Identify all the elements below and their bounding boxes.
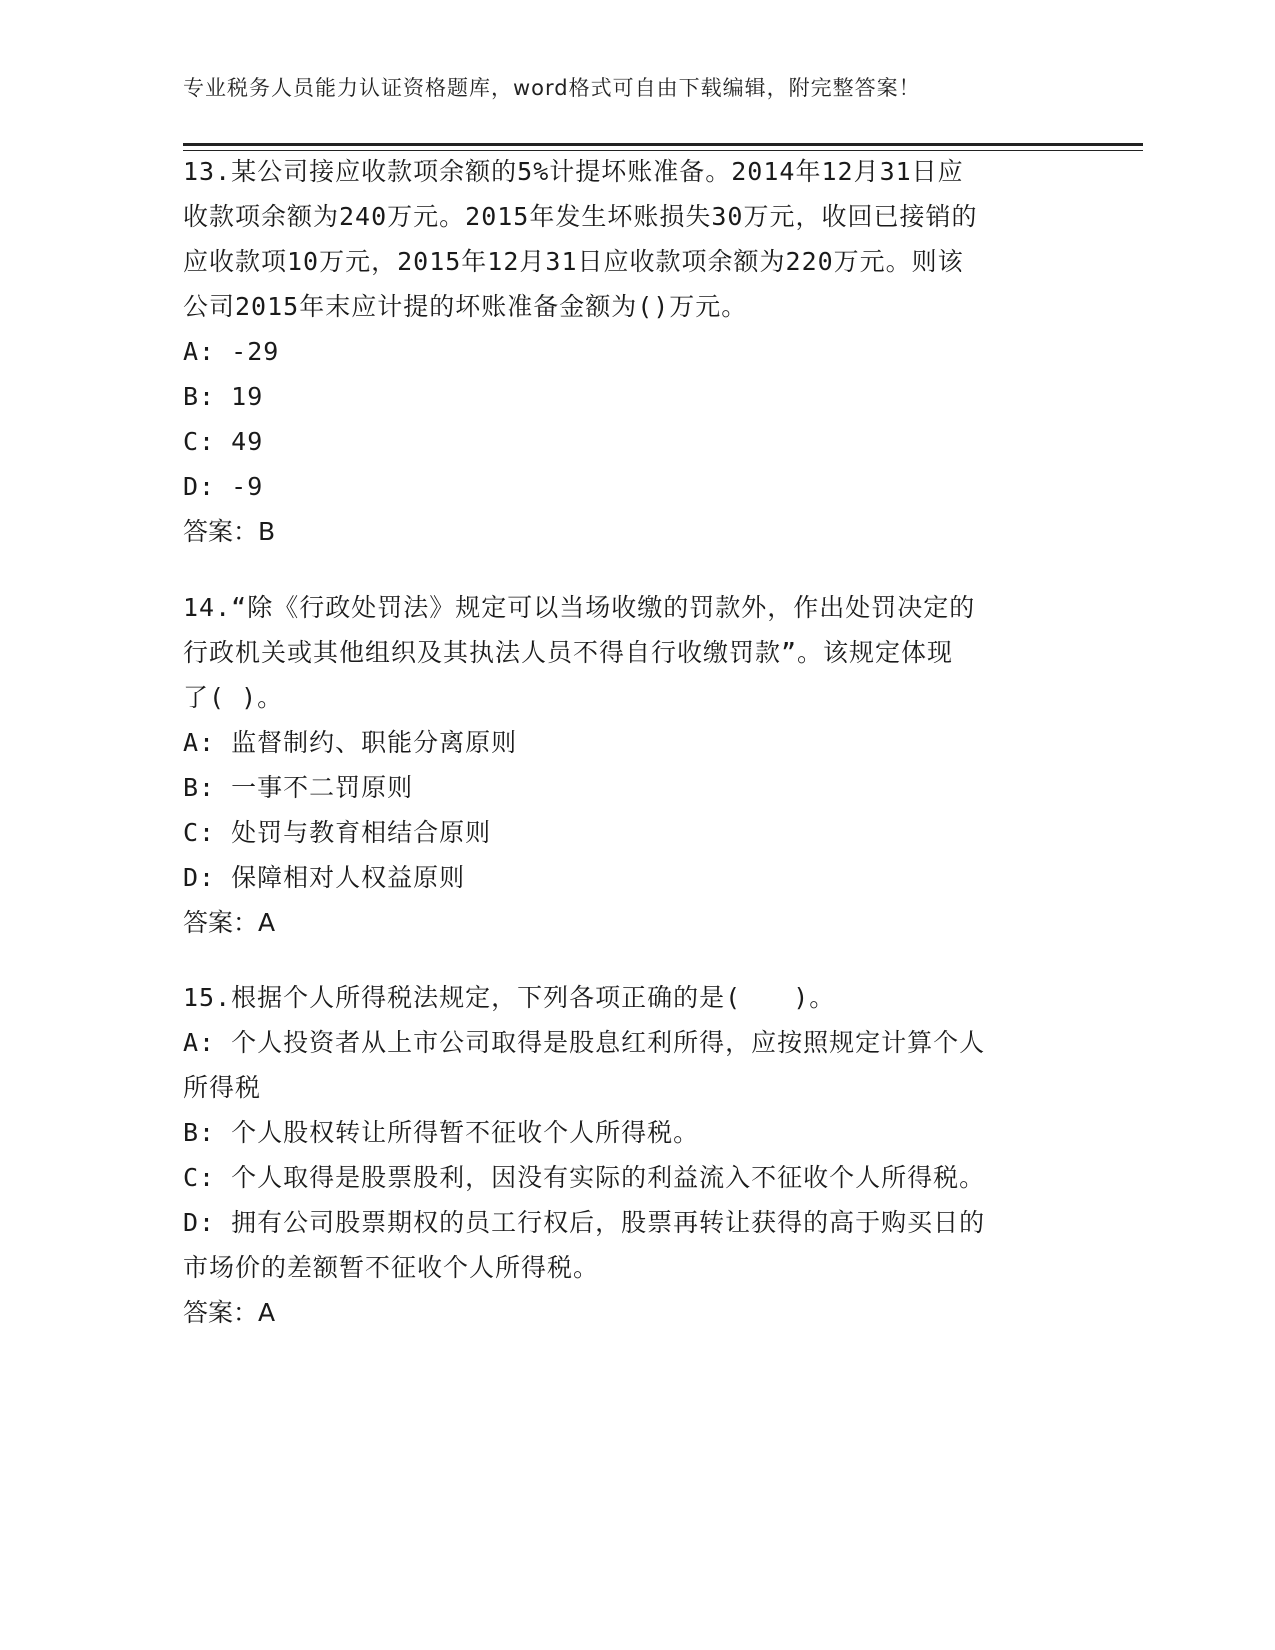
option-b: B: 19 bbox=[183, 382, 264, 411]
option-c: C: 个人取得是股票股利，因没有实际的利益流入不征收个人所得税。 bbox=[183, 1163, 986, 1192]
question-text-line: 公司2015年末应计提的坏账准备金额为()万元。 bbox=[183, 292, 748, 321]
option-a: A: 个人投资者从上市公司取得是股息红利所得，应按照规定计算个人 bbox=[183, 1028, 986, 1057]
question-text-line: 了( )。 bbox=[183, 683, 284, 712]
question-text-line: 应收款项10万元，2015年12月31日应收款项余额为220万元。则该 bbox=[183, 247, 964, 276]
option-a: A: 监督制约、职能分离原则 bbox=[183, 728, 518, 757]
option-d: D: 保障相对人权益原则 bbox=[183, 863, 466, 892]
option-b: B: 一事不二罚原则 bbox=[183, 773, 414, 802]
question-15 bbox=[183, 975, 1083, 1335]
option-d-continued: 市场价的差额暂不征收个人所得税。 bbox=[183, 1253, 600, 1282]
option-d: D: 拥有公司股票期权的员工行权后，股票再转让获得的高于购买日的 bbox=[183, 1208, 986, 1237]
question-text-line: 收款项余额为240万元。2015年发生坏账损失30万元，收回已接销的 bbox=[183, 202, 978, 231]
question-13 bbox=[183, 149, 1083, 554]
question-14 bbox=[183, 585, 1083, 945]
question-text-line: 13.某公司接应收款项余额的5%计提坏账准备。2014年12月31日应 bbox=[183, 157, 964, 186]
option-b: B: 个人股权转让所得暂不征收个人所得税。 bbox=[183, 1118, 700, 1147]
answer-label: 答案：A bbox=[183, 1298, 276, 1327]
option-d: D: -9 bbox=[183, 472, 264, 501]
page-header: 专业税务人员能力认证资格题库，word格式可自由下载编辑，附完整答案！ bbox=[183, 76, 921, 100]
answer-label: 答案：A bbox=[183, 908, 276, 937]
header-rule bbox=[183, 143, 1143, 146]
option-a: A: -29 bbox=[183, 337, 280, 366]
question-text-line: 15.根据个人所得税法规定，下列各项正确的是( )。 bbox=[183, 983, 836, 1012]
option-c: C: 49 bbox=[183, 427, 264, 456]
answer-label: 答案：B bbox=[183, 517, 276, 546]
option-c: C: 处罚与教育相结合原则 bbox=[183, 818, 492, 847]
question-text-line: 行政机关或其他组织及其执法人员不得自行收缴罚款”。该规定体现 bbox=[183, 638, 954, 667]
question-text-line: 14.“除《行政处罚法》规定可以当场收缴的罚款外，作出处罚决定的 bbox=[183, 593, 976, 622]
option-a-continued: 所得税 bbox=[183, 1073, 262, 1102]
